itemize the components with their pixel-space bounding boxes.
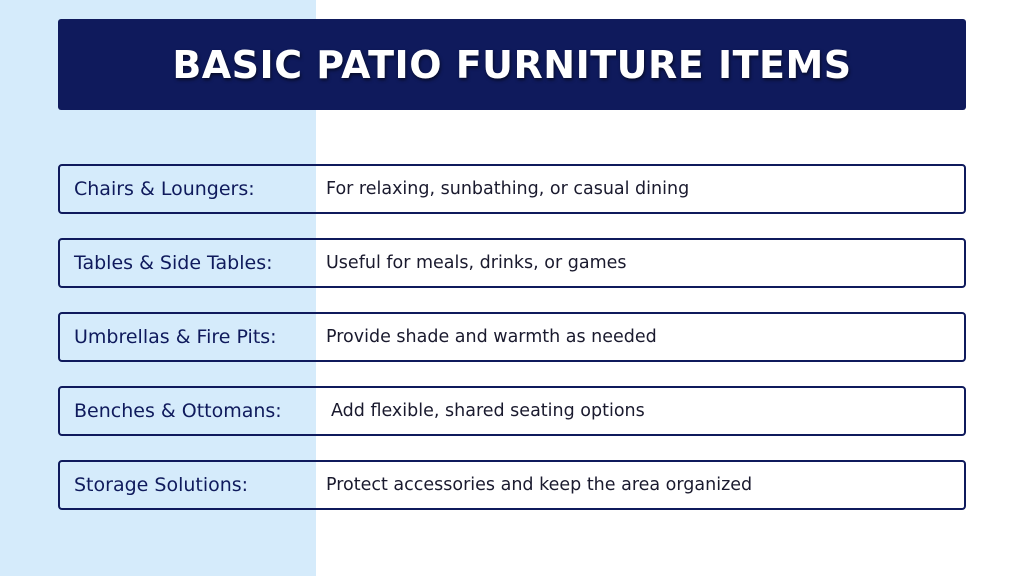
item-row-chairs xyxy=(58,164,966,214)
page-title: BASIC PATIO FURNITURE ITEMS xyxy=(172,42,852,87)
item-row-tables xyxy=(58,238,966,288)
item-row-umbrellas xyxy=(58,312,966,362)
item-label: Benches & Ottomans: xyxy=(74,400,282,422)
item-description: Provide shade and warmth as needed xyxy=(326,327,657,347)
item-description: Useful for meals, drinks, or games xyxy=(326,253,627,273)
item-description: Add flexible, shared seating options xyxy=(331,401,645,421)
item-description: Protect accessories and keep the area organized xyxy=(326,475,753,495)
item-row-storage xyxy=(58,460,966,510)
item-label: Storage Solutions: xyxy=(74,474,249,496)
furniture-item-list xyxy=(58,164,966,534)
item-label: Tables & Side Tables: xyxy=(74,252,273,274)
title-banner xyxy=(58,19,966,110)
item-row-benches xyxy=(58,386,966,436)
item-label: Umbrellas & Fire Pits: xyxy=(74,326,277,348)
item-label: Chairs & Loungers: xyxy=(74,178,255,200)
item-description: For relaxing, sunbathing, or casual dining xyxy=(326,179,690,199)
